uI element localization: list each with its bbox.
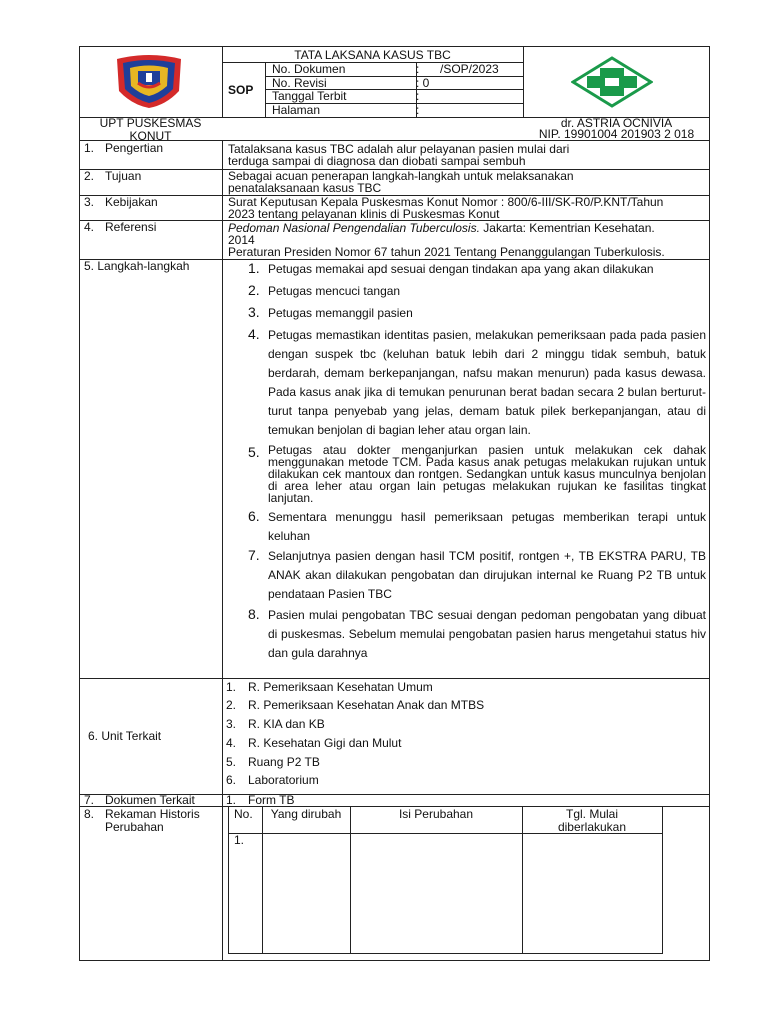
- health-cross-logo: [571, 56, 653, 108]
- step-number: 3.: [248, 304, 260, 320]
- step-text: Pasien mulai pengobatan TBC sesuai dengan pedoman pengobatan yang dibuat di puskesmas. Sebelum memulai pengobatan pasien harus mengetahui status hiv dan gula darahnya: [268, 608, 706, 660]
- step-number: 8.: [248, 606, 260, 622]
- step-text: Petugas memastikan identitas pasien, melakukan pemeriksaan pada pada pasien dengan suspek tbc (keluhan batuk lebih dari 2 minggu tidak sembuh, batuk berdarah, demam berkepanjangan, nafsu makan menurun) pada kasus dewasa. Pada kasus anak jika di temukan penurunan berat badan secara 2 bulan berturut- turut tanpa penyebab yang jelas, demam batuk pilek berkepanjangan, atau di temukan benjolan di bagian leher atau organ lain.: [268, 328, 706, 437]
- signer-name: dr. ASTRIA OCNIVIA: [560, 116, 673, 130]
- section-text: Sebagai acuan penerapan langkah-langkah untuk melaksanakan: [228, 169, 574, 183]
- history-col-no: No.: [234, 807, 253, 821]
- section-text: Surat Keputusan Kepala Puskesmas Konut Nomor : 800/6-III/SK-R0/P.KNT/Tahun: [228, 195, 664, 209]
- step-number: 2.: [248, 282, 260, 298]
- meta-sep: :: [416, 89, 420, 103]
- history-col-content: Isi Perubahan: [398, 807, 474, 821]
- section-number: 8.: [84, 807, 95, 821]
- section-text: 2023 tentang pelayanan klinis di Puskesmas Konut: [228, 207, 500, 221]
- puskesmas-logo: [112, 53, 186, 109]
- unit-item: 2. R. Pemeriksaan Kesehatan Anak dan MTBS: [226, 698, 485, 712]
- reference-2: Peraturan Presiden Nomor 67 tahun 2021 Tentang Penanggulangan Tuberkulosis.: [228, 245, 665, 259]
- step-text: Petugas mencuci tangan: [268, 284, 401, 298]
- section-label-rekaman: Rekaman Historis Perubahan: [105, 807, 200, 834]
- step-text: Selanjutnya pasien dengan hasil TCM positif, rontgen +, TB EKSTRA PARU, TB ANAK akan dilakukan pengobatan dan dirujukan internal ke Ruang P2 TB untuk pendataan Pasien TBC: [268, 549, 706, 601]
- meta-sep: :: [416, 62, 420, 76]
- reference-year: 2014: [228, 233, 255, 247]
- section-label-unit: 6. Unit Terkait: [88, 729, 162, 743]
- org-name: UPT PUSKESMAS KONUT: [99, 116, 202, 143]
- history-col-changed: Yang dirubah: [270, 807, 342, 821]
- history-col-date: Tgl. Mulai diberlakukan: [557, 807, 627, 834]
- section-number: 7.: [84, 793, 95, 807]
- page-title: TATA LAKSANA KASUS TBC: [294, 48, 451, 62]
- section-number: 3.: [84, 195, 95, 209]
- unit-item: 5. Ruang P2 TB: [226, 755, 320, 769]
- meta-value: /SOP/2023: [440, 62, 499, 76]
- unit-item: 1. R. Pemeriksaan Kesehatan Umum: [226, 680, 433, 694]
- unit-item: 6. Laboratorium: [226, 773, 319, 787]
- meta-sep: :: [416, 103, 420, 117]
- step-text: Sementara menunggu hasil pemeriksaan petugas memberikan terapi untuk keluhan: [268, 510, 706, 543]
- section-label-tujuan: Tujuan: [105, 169, 142, 183]
- section-number: 2.: [84, 169, 95, 183]
- step-number: 7.: [248, 547, 260, 563]
- meta-label: No. Dokumen: [272, 62, 346, 76]
- reference-publisher: Jakarta: Kementrian Kesehatan.: [479, 221, 655, 235]
- section-label-langkah: 5. Langkah-langkah: [84, 259, 190, 273]
- step-text: Petugas memakai apd sesuai dengan tindakan apa yang akan dilakukan: [268, 262, 654, 276]
- section-label-pengertian: Pengertian: [105, 141, 164, 155]
- signer-nip: NIP. 19901004 201903 2 018: [538, 127, 695, 141]
- history-row-number: 1.: [234, 833, 245, 847]
- sop-label: SOP: [228, 83, 254, 97]
- step-number: 1.: [248, 260, 260, 276]
- step-text: Petugas memanggil pasien: [268, 306, 413, 320]
- step-text: Petugas atau dokter menganjurkan pasien untuk melakukan cek dahak menggunakan metode TCM. Pada kasus anak petugas melakukan rujukan untuk dilakukan cek mantoux dan rontgen. Sedangkan untuk kasus munculnya benjolan di area leher atau organ lain petugas melakukan rujukan ke fasilitas tingkat lanjutan.: [268, 443, 706, 505]
- step-number: 5.: [248, 444, 260, 460]
- section-number: 1.: [84, 141, 95, 155]
- section-label-dokumen: Dokumen Terkait: [105, 793, 195, 807]
- section-text: penatalaksanaan kasus TBC: [228, 181, 382, 195]
- section-label-kebijakan: Kebijakan: [105, 195, 158, 209]
- reference-title: Pedoman Nasional Pengendalian Tuberculosis.: [228, 221, 480, 235]
- meta-sep: : 0: [416, 76, 430, 90]
- section-number: 4.: [84, 220, 95, 234]
- section-label-referensi: Referensi: [105, 220, 157, 234]
- unit-item: 4. R. Kesehatan Gigi dan Mulut: [226, 736, 402, 750]
- section-text: Tatalaksana kasus TBC adalah alur pelayanan pasien mulai dari: [228, 142, 570, 156]
- dokumen-item-number: 1.: [226, 793, 237, 807]
- section-text: terduga sampai di diagnosa dan diobati sampai sembuh: [228, 154, 526, 168]
- dokumen-item: Form TB: [248, 793, 295, 807]
- reference-1: [228, 222, 655, 235]
- step-number: 6.: [248, 508, 260, 524]
- meta-label: Halaman: [272, 103, 321, 117]
- unit-item: 3. R. KIA dan KB: [226, 717, 325, 731]
- meta-label: No. Revisi: [272, 76, 327, 90]
- step-number: 4.: [248, 326, 260, 342]
- meta-label: Tanggal Terbit: [272, 89, 347, 103]
